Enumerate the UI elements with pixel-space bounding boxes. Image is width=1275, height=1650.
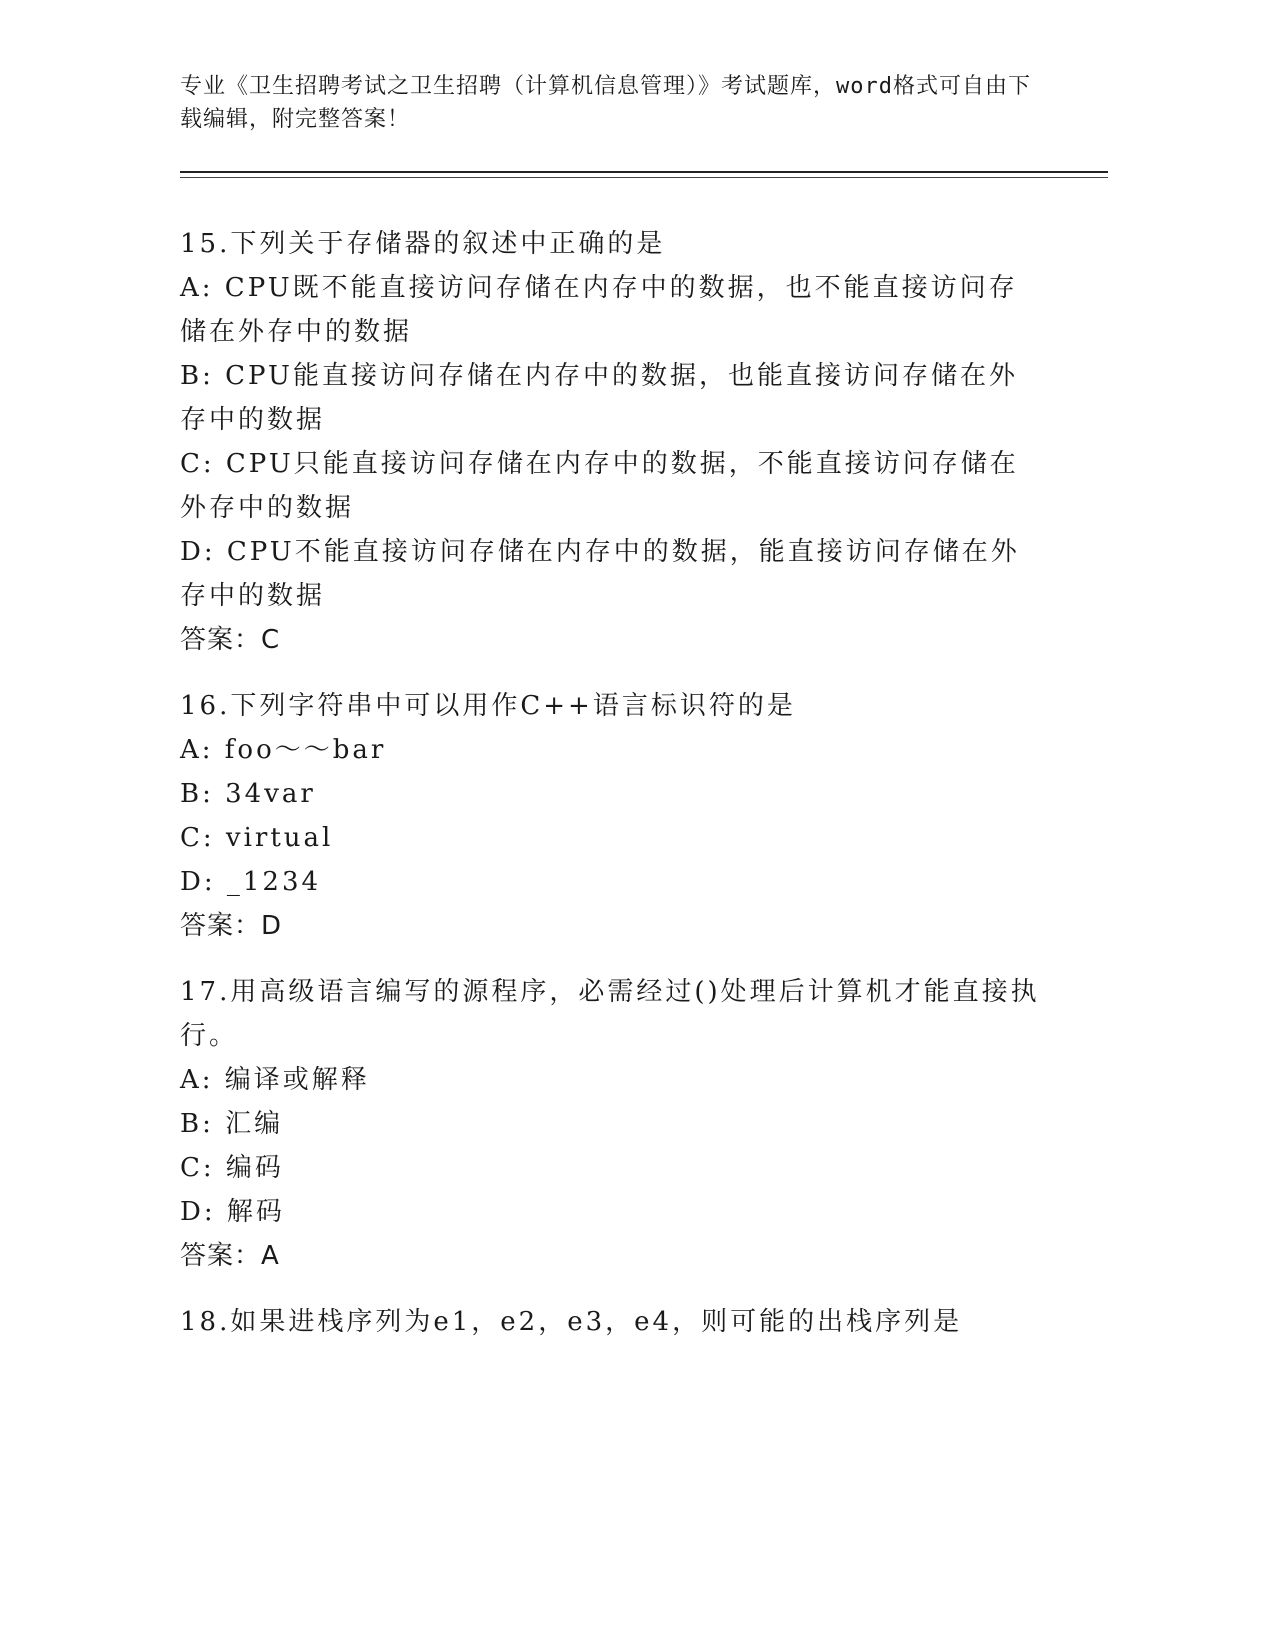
option-b: B: 汇编: [180, 1109, 284, 1139]
answer-line: 答案：A: [180, 1241, 280, 1271]
option-c: C: virtual: [180, 823, 334, 853]
question-16: [180, 684, 1040, 948]
option-c: C: 编码: [180, 1153, 284, 1183]
question-15: [180, 222, 1040, 662]
question-17: [180, 970, 1040, 1278]
header-rule-thick: [180, 171, 1108, 173]
header-rule-thin: [180, 177, 1108, 178]
document-header: 专业《卫生招聘考试之卫生招聘（计算机信息管理）》考试题库，word格式可自由下载编辑，附完整答案！: [180, 74, 1031, 132]
answer-line: 答案：D: [180, 911, 283, 941]
option-a: A: CPU既不能直接访问存储在内存中的数据，也不能直接访问存储在外存中的数据: [180, 273, 1018, 347]
option-b: B: CPU能直接访问存储在内存中的数据，也能直接访问存储在外存中的数据: [180, 361, 1018, 435]
option-d: D: _1234: [180, 867, 322, 897]
question-18: [180, 1300, 1040, 1344]
question-list: [180, 222, 1040, 1366]
option-b: B: 34var: [180, 779, 316, 809]
option-d: D: 解码: [180, 1197, 285, 1227]
question-stem: 18.如果进栈序列为e1，e2，e3，e4，则可能的出栈序列是: [180, 1307, 963, 1337]
option-c: C: CPU只能直接访问存储在内存中的数据，不能直接访问存储在外存中的数据: [180, 449, 1019, 523]
option-d: D: CPU不能直接访问存储在内存中的数据，能直接访问存储在外存中的数据: [180, 537, 1020, 611]
option-a: A: foo～～bar: [180, 735, 387, 765]
document-page: [180, 0, 1110, 1650]
question-stem: 16.下列字符串中可以用作C++语言标识符的是: [180, 691, 796, 721]
answer-line: 答案：C: [180, 625, 281, 655]
question-stem: 17.用高级语言编写的源程序，必需经过()处理后计算机才能直接执行。: [180, 977, 1040, 1051]
question-stem: 15.下列关于存储器的叙述中正确的是: [180, 229, 666, 259]
option-a: A: 编译或解释: [180, 1065, 370, 1095]
